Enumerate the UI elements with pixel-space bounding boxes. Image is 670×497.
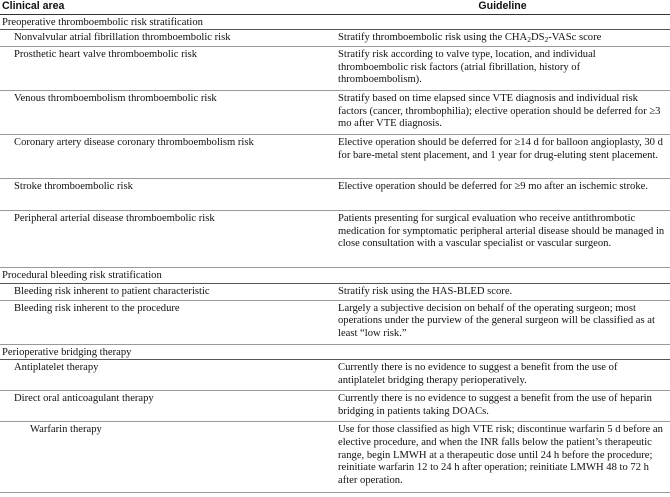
guideline-cell: Elective operation should be deferred for ≥14 d for balloon angioplasty, 30 d for bare-metal stent placement, and 1 year for drug-eluting stent placement. (333, 135, 670, 179)
clinical-area-cell: Antiplatelet therapy (0, 360, 333, 391)
header-guideline: Guideline (333, 0, 670, 14)
guideline-cell: Stratify risk using the HAS-BLED score. (333, 283, 670, 300)
table-row (0, 422, 670, 493)
guideline-cell: Elective operation should be deferred for ≥9 mo after an ischemic stroke. (333, 179, 670, 211)
table-row (0, 391, 670, 422)
section-row (0, 268, 670, 284)
section-row (0, 14, 670, 30)
clinical-area-cell: Direct oral anticoagulant therapy (0, 391, 333, 422)
section-title: Preoperative thromboembolic risk stratification (0, 14, 670, 30)
clinical-area-cell: Venous thromboembolism thromboembolic risk (0, 91, 333, 135)
clinical-area-cell: Bleeding risk inherent to patient characteristic (0, 283, 333, 300)
section-row (0, 344, 670, 360)
subscript: 2 (527, 35, 531, 45)
guideline-cell: Patients presenting for surgical evaluation who receive antithrombotic medication for symptomatic peripheral arterial disease should be managed in close consultation with a vascular specialist or vascular surgeon. (333, 211, 670, 268)
guideline-cell: Stratify risk according to valve type, location, and individual thromboembolic risk factors (atrial fibrillation, history of thromboembolism). (333, 47, 670, 91)
table-row (0, 300, 670, 344)
guideline-text: DS (530, 32, 545, 44)
clinical-area-cell: Warfarin therapy (0, 422, 333, 493)
table-row (0, 135, 670, 179)
table-row (0, 360, 670, 391)
table-row (0, 283, 670, 300)
table-row (0, 30, 670, 47)
clinical-area-cell: Stroke thromboembolic risk (0, 179, 333, 211)
clinical-area-cell: Prosthetic heart valve thromboembolic risk (0, 47, 333, 91)
table-row (0, 211, 670, 268)
clinical-area-cell: Coronary artery disease coronary thromboembolism risk (0, 135, 333, 179)
clinical-area-cell: Bleeding risk inherent to the procedure (0, 300, 333, 344)
guideline-cell: Currently there is no evidence to suggest a benefit from the use of heparin bridging in patients taking DOACs. (333, 391, 670, 422)
subscript: 2 (544, 35, 549, 45)
clinical-area-cell: Peripheral arterial disease thromboembolic risk (0, 211, 333, 268)
table-row (0, 47, 670, 91)
table-row (0, 179, 670, 211)
section-title: Procedural bleeding risk stratification (0, 268, 670, 284)
section-title: Perioperative bridging therapy (0, 344, 670, 360)
guideline-cell: Largely a subjective decision on behalf of the operating surgeon; most operations under the purview of the general surgeon will be classified as at least “low risk.” (333, 300, 670, 344)
guideline-text: -VASc score (548, 32, 602, 44)
header-clinical-area: Clinical area (0, 0, 333, 14)
guideline-cell: Use for those classified as high VTE risk; discontinue warfarin 5 d before an elective procedure, and when the INR falls below the patient’s therapeutic range, begin LMWH at a therapeutic dose until 24 h before the procedure; reinitiate warfarin 12 to 24 h after operation; reinitiate LMWH 48 to 72 h after operation. (333, 422, 670, 493)
guideline-cell: Currently there is no evidence to suggest a benefit from the use of antiplatelet bridging therapy perioperatively. (333, 360, 670, 391)
guideline-cell (333, 30, 670, 47)
clinical-area-cell: Nonvalvular atrial fibrillation thromboembolic risk (0, 30, 333, 47)
guideline-cell: Stratify based on time elapsed since VTE diagnosis and individual risk factors (cancer, thrombophilia); elective operation should be deferred for ≥3 mo after VTE diagnosis. (333, 91, 670, 135)
table-header-row (0, 0, 670, 14)
table-row (0, 91, 670, 135)
guideline-text: Stratify thromboembolic risk using the CHA (338, 32, 528, 44)
